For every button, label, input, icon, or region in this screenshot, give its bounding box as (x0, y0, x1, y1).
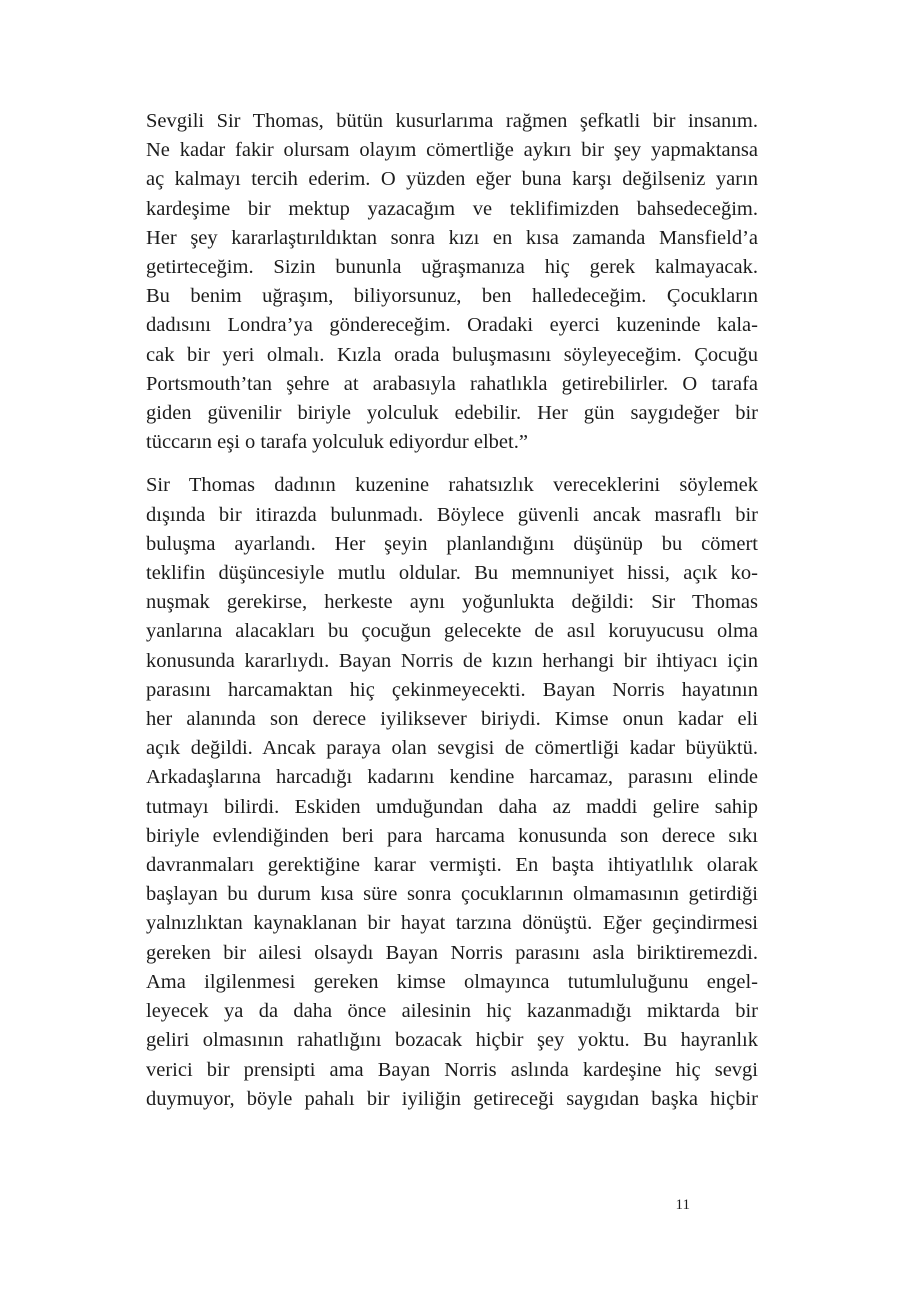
text-line: biriyle evlendiğinden beri para harcama konusunda son derece sıkı (146, 824, 758, 847)
text-line: cak bir yeri olmalı. Kızla orada buluşmasını söyleyeceğim. Çocuğu (146, 343, 758, 366)
text-line: davranmaları gerektiğine karar vermişti. En başta ihtiyatlılık olarak (146, 854, 758, 877)
text-line: teklifin düşüncesiyle mutlu oldular. Bu memnuniyet hissi, açık ko- (146, 562, 758, 585)
page-body (146, 107, 758, 1114)
text-line: Sir Thomas dadının kuzenine rahatsızlık vereceklerini söylemek (146, 474, 758, 497)
text-line: duymuyor, böyle pahalı bir iyiliğin getireceği saygıdan başka hiçbir (146, 1087, 758, 1110)
text-line: Bu benim uğraşım, biliyorsunuz, ben halledeceğim. Çocukların (146, 285, 758, 308)
text-line: kardeşime bir mektup yazacağım ve teklifimizden bahsedeceğim. (146, 197, 758, 220)
text-line: Ne kadar fakir olursam olayım cömertliğe aykırı bir şey yapmaktansa (146, 139, 758, 162)
text-line: yanlarına alacakları bu çocuğun gelecekte de asıl koruyucusu olma (146, 620, 758, 643)
text-line: Portsmouth’tan şehre at arabasıyla rahatlıkla getirebilirler. O tarafa (146, 372, 758, 395)
paragraph-1 (146, 107, 758, 457)
text-line: giden güvenilir biriyle yolculuk edebilir. Her gün saygıdeğer bir (146, 402, 758, 425)
text-line: gereken bir ailesi olsaydı Bayan Norris parasını asla biriktiremezdi. (146, 941, 758, 964)
text-line: Ama ilgilenmesi gereken kimse olmayınca tutumluluğunu engel- (146, 970, 758, 993)
text-line: konusunda kararlıydı. Bayan Norris de kızın herhangi bir ihtiyacı için (146, 649, 758, 672)
text-line: her alanında son derece iyiliksever biriydi. Kimse onun kadar eli (146, 708, 758, 731)
text-line: Her şey kararlaştırıldıktan sonra kızı en kısa zamanda Mansfield’a (146, 226, 758, 249)
text-line: parasını harcamaktan hiç çekinmeyecekti. Bayan Norris hayatının (146, 678, 758, 701)
text-line: dışında bir itirazda bulunmadı. Böylece güvenli ancak masraflı bir (146, 503, 758, 526)
text-line: dadısını Londra’ya göndereceğim. Oradaki eyerci kuzeninde kala- (146, 314, 758, 337)
text-line: verici bir prensipti ama Bayan Norris aslında kardeşine hiç sevgi (146, 1058, 758, 1081)
text-line: Sevgili Sir Thomas, bütün kusurlarıma rağmen şefkatli bir insanım. (146, 110, 758, 132)
page-number: 11 (675, 1197, 690, 1213)
text-line: leyecek ya da daha önce ailesinin hiç kazanmadığı miktarda bir (146, 1000, 758, 1023)
text-line: aç kalmayı tercih ederim. O yüzden eğer buna karşı değilseniz yarın (146, 168, 758, 191)
text-line: tutmayı bilirdi. Eskiden umduğundan daha az maddi gelire sahip (146, 795, 758, 818)
text-line: başlayan bu durum kısa süre sonra çocuklarının olmamasının getirdiği (146, 883, 758, 906)
text-line: geliri olmasının rahatlığını bozacak hiçbir şey yoktu. Bu hayranlık (146, 1029, 758, 1052)
paragraph-2 (146, 471, 758, 1113)
text-line: nuşmak gerekirse, herkeste aynı yoğunlukta değildi: Sir Thomas (146, 591, 758, 614)
text-line: getirteceğim. Sizin bununla uğraşmanıza hiç gerek kalmayacak. (146, 256, 758, 279)
text-line: Arkadaşlarına harcadığı kadarını kendine harcamaz, parasını elinde (146, 766, 758, 789)
text-line: yalnızlıktan kaynaklanan bir hayat tarzına dönüştü. Eğer geçindirmesi (146, 912, 758, 935)
text-line: açık değildi. Ancak paraya olan sevgisi de cömertliği kadar büyüktü. (146, 737, 758, 760)
text-line: buluşma ayarlandı. Her şeyin planlandığını düşünüp bu cömert (146, 532, 758, 555)
text-line: tüccarın eşi o tarafa yolculuk ediyordur elbet.” (146, 431, 528, 454)
